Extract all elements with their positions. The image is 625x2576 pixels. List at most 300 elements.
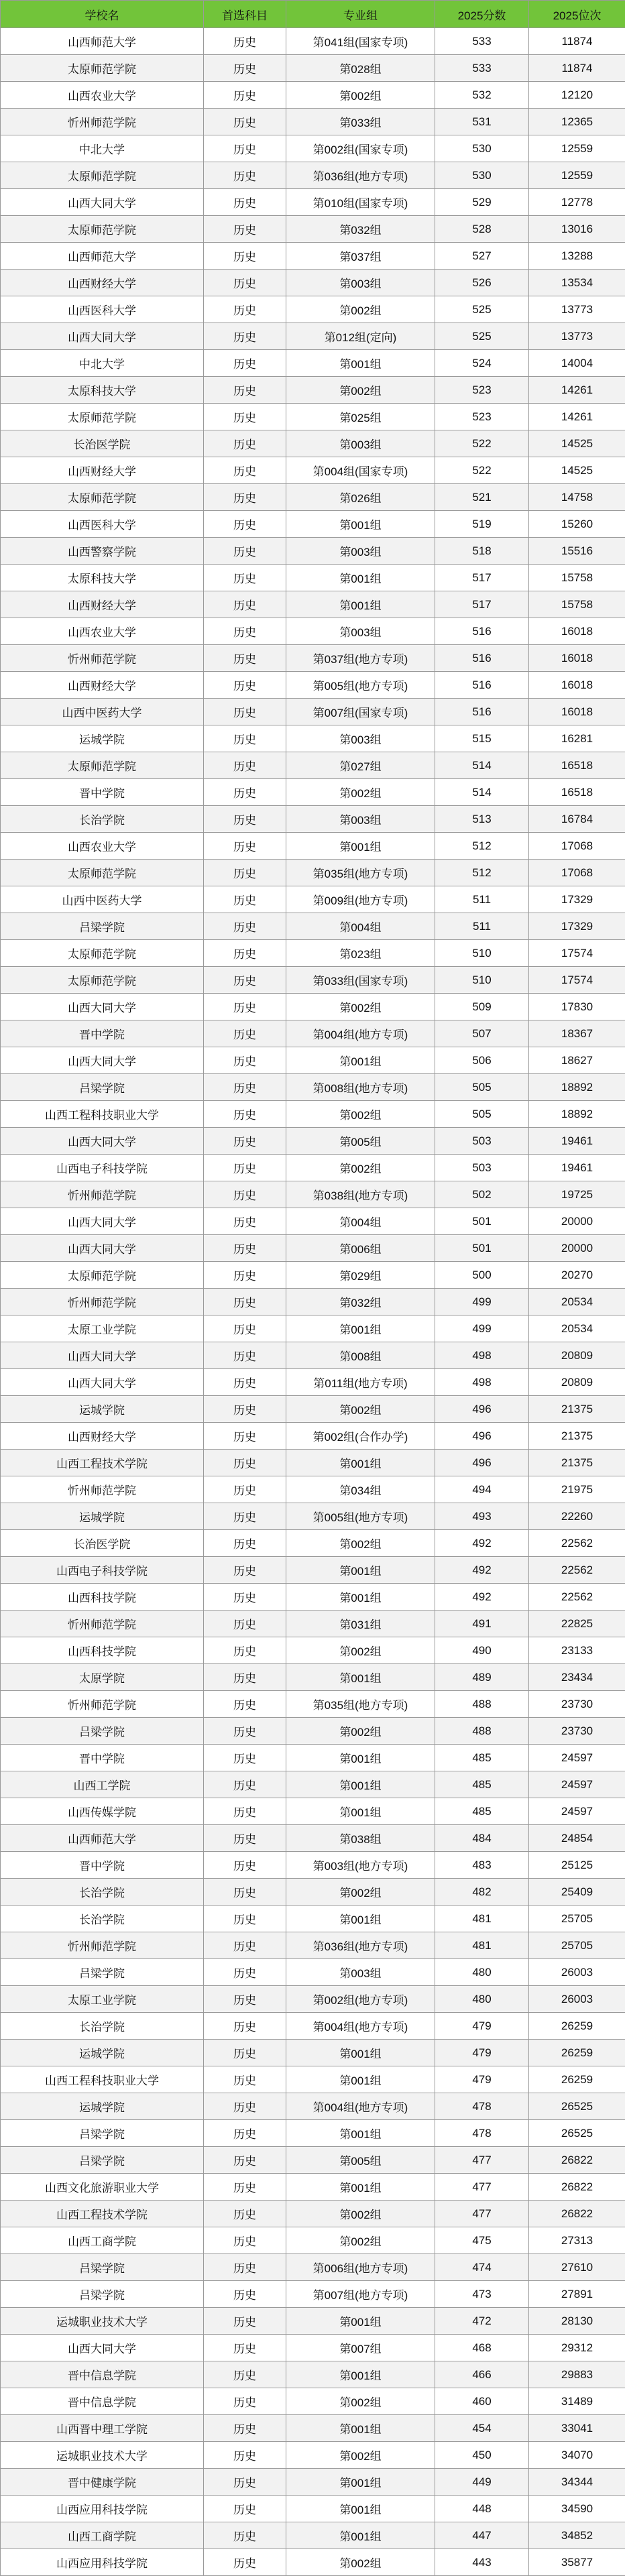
score-cell: 505 [435, 1074, 529, 1101]
school-name-cell: 运城学院 [1, 725, 204, 752]
subject-cell: 历史 [204, 1798, 286, 1825]
table-row [1, 940, 625, 967]
subject-cell: 历史 [204, 28, 286, 55]
table-row [1, 1932, 625, 1959]
rank-cell: 26525 [529, 2093, 625, 2120]
subject-cell: 历史 [204, 2013, 286, 2040]
major-group-cell: 第004组(国家专项) [286, 457, 435, 484]
score-cell: 494 [435, 1476, 529, 1503]
major-group-cell: 第001组 [286, 1557, 435, 1584]
major-group-cell: 第001组 [286, 511, 435, 538]
school-name-cell: 太原师范学院 [1, 940, 204, 967]
score-cell: 515 [435, 725, 529, 752]
rank-cell: 22825 [529, 1611, 625, 1637]
major-group-cell: 第001组 [286, 2469, 435, 2496]
major-group-cell: 第001组 [286, 591, 435, 618]
table-row [1, 1852, 625, 1879]
score-cell: 474 [435, 2254, 529, 2281]
rank-cell: 16018 [529, 618, 625, 645]
major-group-cell: 第035组(地方专项) [286, 860, 435, 886]
score-cell: 460 [435, 2388, 529, 2415]
school-name-cell: 太原科技大学 [1, 377, 204, 404]
rank-cell: 13016 [529, 216, 625, 243]
subject-cell: 历史 [204, 752, 286, 779]
table-row [1, 1691, 625, 1718]
rank-cell: 20809 [529, 1369, 625, 1396]
score-cell: 447 [435, 2522, 529, 2549]
major-group-cell: 第005组(地方专项) [286, 1503, 435, 1530]
score-cell: 481 [435, 1906, 529, 1932]
subject-cell: 历史 [204, 1959, 286, 1986]
table-row [1, 1798, 625, 1825]
subject-cell: 历史 [204, 296, 286, 323]
score-cell: 530 [435, 135, 529, 162]
table-row [1, 2040, 625, 2066]
school-name-cell: 忻州师范学院 [1, 645, 204, 672]
rank-cell: 23730 [529, 1718, 625, 1745]
table-row [1, 1128, 625, 1155]
school-name-cell: 长治学院 [1, 1879, 204, 1906]
rank-cell: 34852 [529, 2522, 625, 2549]
table-row [1, 296, 625, 323]
subject-cell: 历史 [204, 2335, 286, 2361]
school-name-cell: 山西电子科技学院 [1, 1557, 204, 1584]
score-cell: 524 [435, 350, 529, 377]
school-name-cell: 吕梁学院 [1, 2254, 204, 2281]
major-group-cell: 第031组 [286, 1611, 435, 1637]
subject-cell: 历史 [204, 189, 286, 216]
major-group-cell: 第004组(地方专项) [286, 1020, 435, 1047]
table-row [1, 1530, 625, 1557]
school-name-cell: 山西师范大学 [1, 243, 204, 270]
subject-cell: 历史 [204, 1637, 286, 1664]
table-row [1, 2174, 625, 2201]
table-row [1, 591, 625, 618]
score-cell: 509 [435, 994, 529, 1020]
rank-cell: 14004 [529, 350, 625, 377]
rank-cell: 26822 [529, 2174, 625, 2201]
subject-cell: 历史 [204, 1557, 286, 1584]
rank-cell: 17068 [529, 833, 625, 860]
major-group-cell: 第001组 [286, 1047, 435, 1074]
major-group-cell: 第002组 [286, 1396, 435, 1423]
table-row [1, 1637, 625, 1664]
score-cell: 485 [435, 1798, 529, 1825]
table-row [1, 913, 625, 940]
score-cell: 513 [435, 806, 529, 833]
rank-cell: 21375 [529, 1423, 625, 1450]
school-name-cell: 太原师范学院 [1, 484, 204, 511]
subject-cell: 历史 [204, 994, 286, 1020]
table-row [1, 538, 625, 565]
rank-cell: 27891 [529, 2281, 625, 2308]
school-name-cell: 运城学院 [1, 1396, 204, 1423]
subject-cell: 历史 [204, 1825, 286, 1852]
table-header [1, 1, 625, 28]
rank-cell: 14261 [529, 377, 625, 404]
table-row [1, 2308, 625, 2335]
rank-cell: 25705 [529, 1932, 625, 1959]
rank-cell: 14758 [529, 484, 625, 511]
subject-cell: 历史 [204, 1074, 286, 1101]
table-row [1, 430, 625, 457]
table-body [1, 28, 625, 2576]
table-row [1, 752, 625, 779]
table-row [1, 2361, 625, 2388]
rank-cell: 19461 [529, 1155, 625, 1181]
subject-cell: 历史 [204, 1906, 286, 1932]
school-name-cell: 忻州师范学院 [1, 1611, 204, 1637]
table-row [1, 994, 625, 1020]
table-row [1, 2442, 625, 2469]
subject-cell: 历史 [204, 2120, 286, 2147]
subject-cell: 历史 [204, 806, 286, 833]
table-row [1, 2201, 625, 2227]
subject-cell: 历史 [204, 860, 286, 886]
major-group-cell: 第001组 [286, 1798, 435, 1825]
school-name-cell: 山西财经大学 [1, 591, 204, 618]
rank-cell: 24854 [529, 1825, 625, 1852]
major-group-cell: 第002组 [286, 994, 435, 1020]
rank-cell: 17574 [529, 940, 625, 967]
school-name-cell: 山西农业大学 [1, 82, 204, 109]
table-row [1, 1959, 625, 1986]
subject-cell: 历史 [204, 2442, 286, 2469]
rank-cell: 34344 [529, 2469, 625, 2496]
major-group-cell: 第001组 [286, 833, 435, 860]
score-cell: 501 [435, 1208, 529, 1235]
rank-cell: 23434 [529, 1664, 625, 1691]
table-row [1, 2496, 625, 2522]
major-group-cell: 第001组 [286, 2415, 435, 2442]
school-name-cell: 山西大同大学 [1, 189, 204, 216]
score-cell: 518 [435, 538, 529, 565]
school-name-cell: 吕梁学院 [1, 1718, 204, 1745]
header-rank: 2025位次 [529, 1, 625, 28]
major-group-cell: 第003组(地方专项) [286, 1852, 435, 1879]
subject-cell: 历史 [204, 2522, 286, 2549]
score-cell: 498 [435, 1342, 529, 1369]
subject-cell: 历史 [204, 2281, 286, 2308]
major-group-cell: 第023组 [286, 940, 435, 967]
score-cell: 516 [435, 672, 529, 699]
table-row [1, 672, 625, 699]
school-name-cell: 山西电子科技学院 [1, 1155, 204, 1181]
subject-cell: 历史 [204, 511, 286, 538]
table-row [1, 860, 625, 886]
subject-cell: 历史 [204, 833, 286, 860]
school-name-cell: 晋中信息学院 [1, 2388, 204, 2415]
school-name-cell: 山西工程科技职业大学 [1, 2066, 204, 2093]
rank-cell: 29312 [529, 2335, 625, 2361]
school-name-cell: 山西师范大学 [1, 1825, 204, 1852]
table-row [1, 1476, 625, 1503]
table-row [1, 2522, 625, 2549]
major-group-cell: 第007组(国家专项) [286, 699, 435, 725]
table-row [1, 377, 625, 404]
table-row [1, 216, 625, 243]
major-group-cell: 第004组(地方专项) [286, 2013, 435, 2040]
major-group-cell: 第036组(地方专项) [286, 162, 435, 189]
score-cell: 477 [435, 2174, 529, 2201]
subject-cell: 历史 [204, 1530, 286, 1557]
major-group-cell: 第038组 [286, 1825, 435, 1852]
score-cell: 498 [435, 1369, 529, 1396]
major-group-cell: 第007组(地方专项) [286, 2281, 435, 2308]
subject-cell: 历史 [204, 1745, 286, 1771]
subject-cell: 历史 [204, 377, 286, 404]
rank-cell: 29883 [529, 2361, 625, 2388]
school-name-cell: 太原师范学院 [1, 216, 204, 243]
rank-cell: 18627 [529, 1047, 625, 1074]
subject-cell: 历史 [204, 484, 286, 511]
table-row [1, 2388, 625, 2415]
table-row [1, 967, 625, 994]
score-cell: 496 [435, 1423, 529, 1450]
subject-cell: 历史 [204, 1315, 286, 1342]
school-name-cell: 太原师范学院 [1, 860, 204, 886]
school-name-cell: 山西大同大学 [1, 994, 204, 1020]
score-cell: 511 [435, 886, 529, 913]
score-cell: 482 [435, 1879, 529, 1906]
subject-cell: 历史 [204, 1584, 286, 1611]
table-row [1, 2281, 625, 2308]
rank-cell: 33041 [529, 2415, 625, 2442]
subject-cell: 历史 [204, 1718, 286, 1745]
score-cell: 448 [435, 2496, 529, 2522]
score-cell: 454 [435, 2415, 529, 2442]
subject-cell: 历史 [204, 1476, 286, 1503]
score-cell: 533 [435, 28, 529, 55]
school-name-cell: 吕梁学院 [1, 2281, 204, 2308]
score-cell: 519 [435, 511, 529, 538]
score-cell: 502 [435, 1181, 529, 1208]
table-row [1, 1718, 625, 1745]
major-group-cell: 第006组(地方专项) [286, 2254, 435, 2281]
major-group-cell: 第005组(地方专项) [286, 672, 435, 699]
subject-cell: 历史 [204, 2415, 286, 2442]
rank-cell: 20809 [529, 1342, 625, 1369]
table-row [1, 1101, 625, 1128]
subject-cell: 历史 [204, 725, 286, 752]
school-name-cell: 山西中医药大学 [1, 886, 204, 913]
rank-cell: 27313 [529, 2227, 625, 2254]
rank-cell: 24597 [529, 1745, 625, 1771]
school-name-cell: 忻州师范学院 [1, 1181, 204, 1208]
school-name-cell: 晋中学院 [1, 1745, 204, 1771]
school-name-cell: 太原师范学院 [1, 967, 204, 994]
table-row [1, 618, 625, 645]
table-row [1, 1289, 625, 1315]
rank-cell: 34070 [529, 2442, 625, 2469]
score-cell: 472 [435, 2308, 529, 2335]
school-name-cell: 吕梁学院 [1, 1074, 204, 1101]
table-row [1, 2549, 625, 2576]
major-group-cell: 第038组(地方专项) [286, 1181, 435, 1208]
school-name-cell: 忻州师范学院 [1, 1289, 204, 1315]
subject-cell: 历史 [204, 1691, 286, 1718]
score-cell: 496 [435, 1396, 529, 1423]
rank-cell: 16018 [529, 672, 625, 699]
score-cell: 492 [435, 1584, 529, 1611]
major-group-cell: 第002组 [286, 82, 435, 109]
major-group-cell: 第008组 [286, 1342, 435, 1369]
score-cell: 512 [435, 833, 529, 860]
school-name-cell: 吕梁学院 [1, 913, 204, 940]
table-row [1, 1664, 625, 1691]
major-group-cell: 第001组 [286, 1771, 435, 1798]
table-row [1, 2066, 625, 2093]
school-name-cell: 太原师范学院 [1, 404, 204, 430]
school-name-cell: 太原师范学院 [1, 752, 204, 779]
score-cell: 496 [435, 1450, 529, 1476]
score-cell: 443 [435, 2549, 529, 2576]
major-group-cell: 第002组 [286, 2201, 435, 2227]
rank-cell: 21375 [529, 1396, 625, 1423]
major-group-cell: 第004组 [286, 1208, 435, 1235]
score-cell: 521 [435, 484, 529, 511]
subject-cell: 历史 [204, 1396, 286, 1423]
school-name-cell: 山西警察学院 [1, 538, 204, 565]
score-cell: 485 [435, 1745, 529, 1771]
rank-cell: 12559 [529, 162, 625, 189]
rank-cell: 16281 [529, 725, 625, 752]
school-name-cell: 山西大同大学 [1, 2335, 204, 2361]
rank-cell: 14261 [529, 404, 625, 430]
rank-cell: 22562 [529, 1530, 625, 1557]
score-cell: 491 [435, 1611, 529, 1637]
rank-cell: 14525 [529, 430, 625, 457]
subject-cell: 历史 [204, 672, 286, 699]
rank-cell: 22562 [529, 1584, 625, 1611]
subject-cell: 历史 [204, 1101, 286, 1128]
subject-cell: 历史 [204, 1423, 286, 1450]
rank-cell: 25409 [529, 1879, 625, 1906]
table-row [1, 2147, 625, 2174]
major-group-cell: 第001组 [286, 2174, 435, 2201]
major-group-cell: 第001组 [286, 1450, 435, 1476]
score-cell: 477 [435, 2147, 529, 2174]
subject-cell: 历史 [204, 1155, 286, 1181]
major-group-cell: 第002组 [286, 2227, 435, 2254]
major-group-cell: 第003组 [286, 538, 435, 565]
rank-cell: 28130 [529, 2308, 625, 2335]
subject-cell: 历史 [204, 1932, 286, 1959]
subject-cell: 历史 [204, 323, 286, 350]
rank-cell: 19725 [529, 1181, 625, 1208]
rank-cell: 15758 [529, 591, 625, 618]
subject-cell: 历史 [204, 162, 286, 189]
major-group-cell: 第002组(国家专项) [286, 135, 435, 162]
rank-cell: 16018 [529, 699, 625, 725]
rank-cell: 16018 [529, 645, 625, 672]
school-name-cell: 山西应用科技学院 [1, 2496, 204, 2522]
rank-cell: 21975 [529, 1476, 625, 1503]
school-name-cell: 运城学院 [1, 2093, 204, 2120]
school-name-cell: 山西大同大学 [1, 1235, 204, 1262]
score-cell: 527 [435, 243, 529, 270]
table-row [1, 833, 625, 860]
header-subject: 首选科目 [204, 1, 286, 28]
major-group-cell: 第001组 [286, 1315, 435, 1342]
school-name-cell: 山西科技学院 [1, 1637, 204, 1664]
table-row [1, 1584, 625, 1611]
score-cell: 449 [435, 2469, 529, 2496]
rank-cell: 16784 [529, 806, 625, 833]
major-group-cell: 第002组(合作办学) [286, 1423, 435, 1450]
rank-cell: 20270 [529, 1262, 625, 1289]
subject-cell: 历史 [204, 1289, 286, 1315]
major-group-cell: 第033组 [286, 109, 435, 135]
subject-cell: 历史 [204, 2496, 286, 2522]
table-row [1, 243, 625, 270]
subject-cell: 历史 [204, 135, 286, 162]
score-cell: 510 [435, 940, 529, 967]
major-group-cell: 第001组 [286, 350, 435, 377]
major-group-cell: 第032组 [286, 216, 435, 243]
major-group-cell: 第001组 [286, 2066, 435, 2093]
subject-cell: 历史 [204, 1879, 286, 1906]
subject-cell: 历史 [204, 457, 286, 484]
score-cell: 450 [435, 2442, 529, 2469]
major-group-cell: 第002组 [286, 2549, 435, 2576]
major-group-cell: 第029组 [286, 1262, 435, 1289]
rank-cell: 20534 [529, 1289, 625, 1315]
subject-cell: 历史 [204, 2174, 286, 2201]
score-cell: 523 [435, 404, 529, 430]
rank-cell: 14525 [529, 457, 625, 484]
school-name-cell: 山西传媒学院 [1, 1798, 204, 1825]
school-name-cell: 山西农业大学 [1, 833, 204, 860]
school-name-cell: 长治学院 [1, 1906, 204, 1932]
score-cell: 516 [435, 699, 529, 725]
school-name-cell: 山西晋中理工学院 [1, 2415, 204, 2442]
major-group-cell: 第036组(地方专项) [286, 1932, 435, 1959]
table-row [1, 1235, 625, 1262]
major-group-cell: 第006组 [286, 1235, 435, 1262]
score-cell: 500 [435, 1262, 529, 1289]
score-cell: 492 [435, 1557, 529, 1584]
table-row [1, 162, 625, 189]
score-cell: 501 [435, 1235, 529, 1262]
subject-cell: 历史 [204, 109, 286, 135]
subject-cell: 历史 [204, 1235, 286, 1262]
score-cell: 525 [435, 296, 529, 323]
school-name-cell: 忻州师范学院 [1, 109, 204, 135]
school-name-cell: 中北大学 [1, 135, 204, 162]
table-row [1, 55, 625, 82]
major-group-cell: 第033组(国家专项) [286, 967, 435, 994]
major-group-cell: 第002组 [286, 296, 435, 323]
major-group-cell: 第001组 [286, 1906, 435, 1932]
table-row [1, 1503, 625, 1530]
school-name-cell: 山西财经大学 [1, 457, 204, 484]
rank-cell: 23133 [529, 1637, 625, 1664]
subject-cell: 历史 [204, 2040, 286, 2066]
rank-cell: 11874 [529, 55, 625, 82]
subject-cell: 历史 [204, 2093, 286, 2120]
score-cell: 510 [435, 967, 529, 994]
major-group-cell: 第028组 [286, 55, 435, 82]
major-group-cell: 第001组 [286, 1745, 435, 1771]
subject-cell: 历史 [204, 645, 286, 672]
score-cell: 511 [435, 913, 529, 940]
rank-cell: 13534 [529, 270, 625, 296]
table-row [1, 1396, 625, 1423]
rank-cell: 20000 [529, 1235, 625, 1262]
rank-cell: 23730 [529, 1691, 625, 1718]
school-name-cell: 晋中学院 [1, 1020, 204, 1047]
